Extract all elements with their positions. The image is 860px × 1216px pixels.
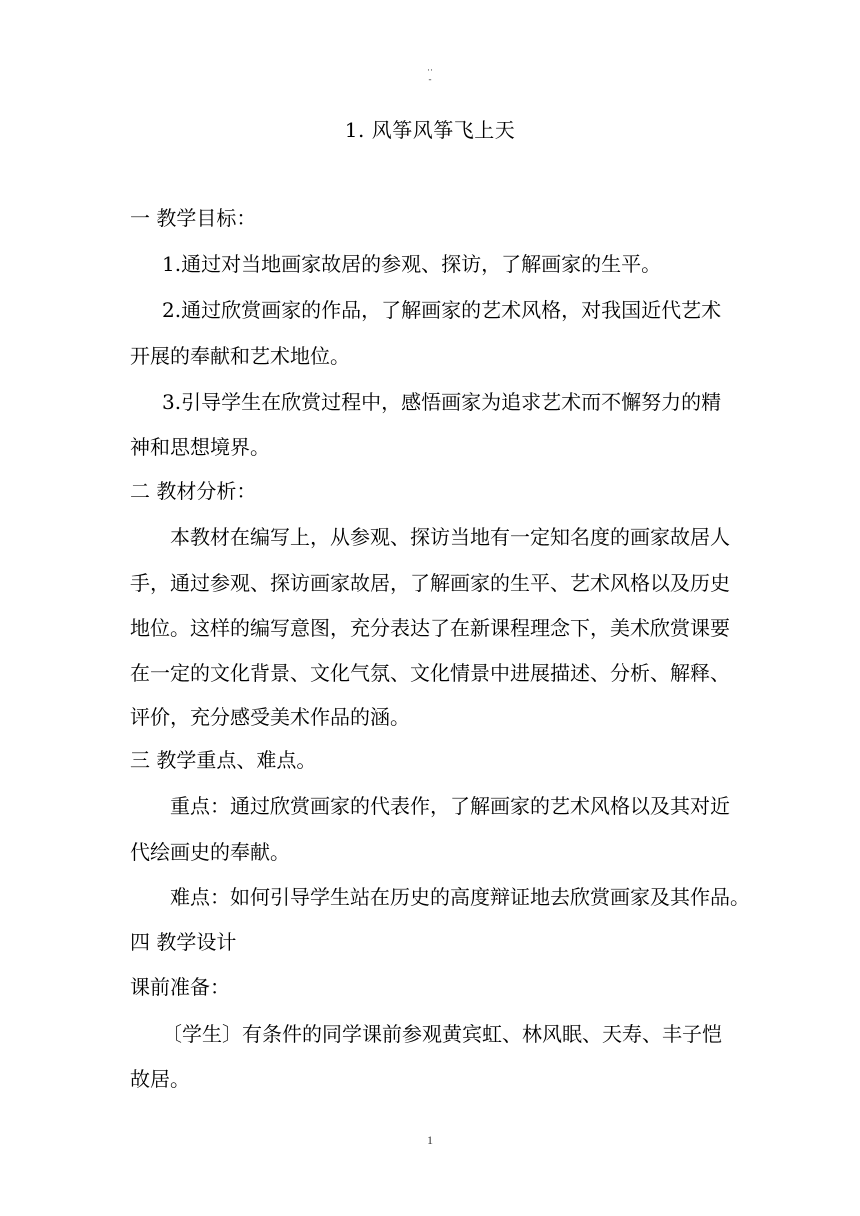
analysis-paragraph-line-4: 在一定的文化背景、文化气氛、文化情景中进展描述、分析、解释、 bbox=[130, 661, 730, 685]
subheading-preparation: 课前准备： bbox=[130, 975, 230, 999]
section-heading-objectives: 一 教学目标： bbox=[130, 206, 257, 230]
page-number: 1 bbox=[427, 1133, 433, 1147]
section-heading-key-points: 三 教学重点、难点。 bbox=[130, 748, 317, 772]
analysis-paragraph-line-1: 本教材在编写上，从参观、探访当地有一定知名度的画家故居人 bbox=[170, 525, 730, 549]
preparation-line-1: 〔学生〕有条件的同学课前参观黄宾虹、林风眠、天寿、丰子恺 bbox=[162, 1022, 722, 1046]
document-title: 1. 风筝风筝飞上天 bbox=[344, 118, 516, 142]
key-point-line-2: 代绘画史的奉献。 bbox=[130, 840, 290, 864]
objective-item-3-line-1: 3.引导学生在欣赏过程中，感悟画家为追求艺术而不懈努力的精 bbox=[162, 390, 722, 414]
section-heading-design: 四 教学设计 bbox=[130, 930, 237, 954]
difficult-point-line: 难点：如何引导学生站在历史的高度辩证地去欣赏画家及其作品。 bbox=[170, 885, 750, 909]
preparation-line-2: 故居。 bbox=[130, 1067, 190, 1091]
objective-item-3-line-2: 神和思想境界。 bbox=[130, 435, 270, 459]
objective-item-1: 1.通过对当地画家故居的参观、探访，了解画家的生平。 bbox=[162, 252, 662, 276]
header-dots: ·· bbox=[427, 65, 433, 75]
header-dash: - bbox=[428, 74, 432, 84]
header-mark bbox=[0, 66, 860, 84]
objective-item-2-line-1: 2.通过欣赏画家的作品，了解画家的艺术风格，对我国近代艺术 bbox=[162, 298, 722, 322]
analysis-paragraph-line-3: 地位。这样的编写意图，充分表达了在新课程理念下，美术欣赏课要 bbox=[130, 616, 730, 640]
analysis-paragraph-line-5: 评价，充分感受美术作品的涵。 bbox=[130, 705, 410, 729]
objective-item-2-line-2: 开展的奉献和艺术地位。 bbox=[130, 344, 350, 368]
analysis-paragraph-line-2: 手，通过参观、探访画家故居，了解画家的生平、艺术风格以及历史 bbox=[130, 571, 730, 595]
section-heading-analysis: 二 教材分析： bbox=[130, 479, 257, 503]
key-point-line-1: 重点：通过欣赏画家的代表作，了解画家的艺术风格以及其对近 bbox=[170, 794, 730, 818]
